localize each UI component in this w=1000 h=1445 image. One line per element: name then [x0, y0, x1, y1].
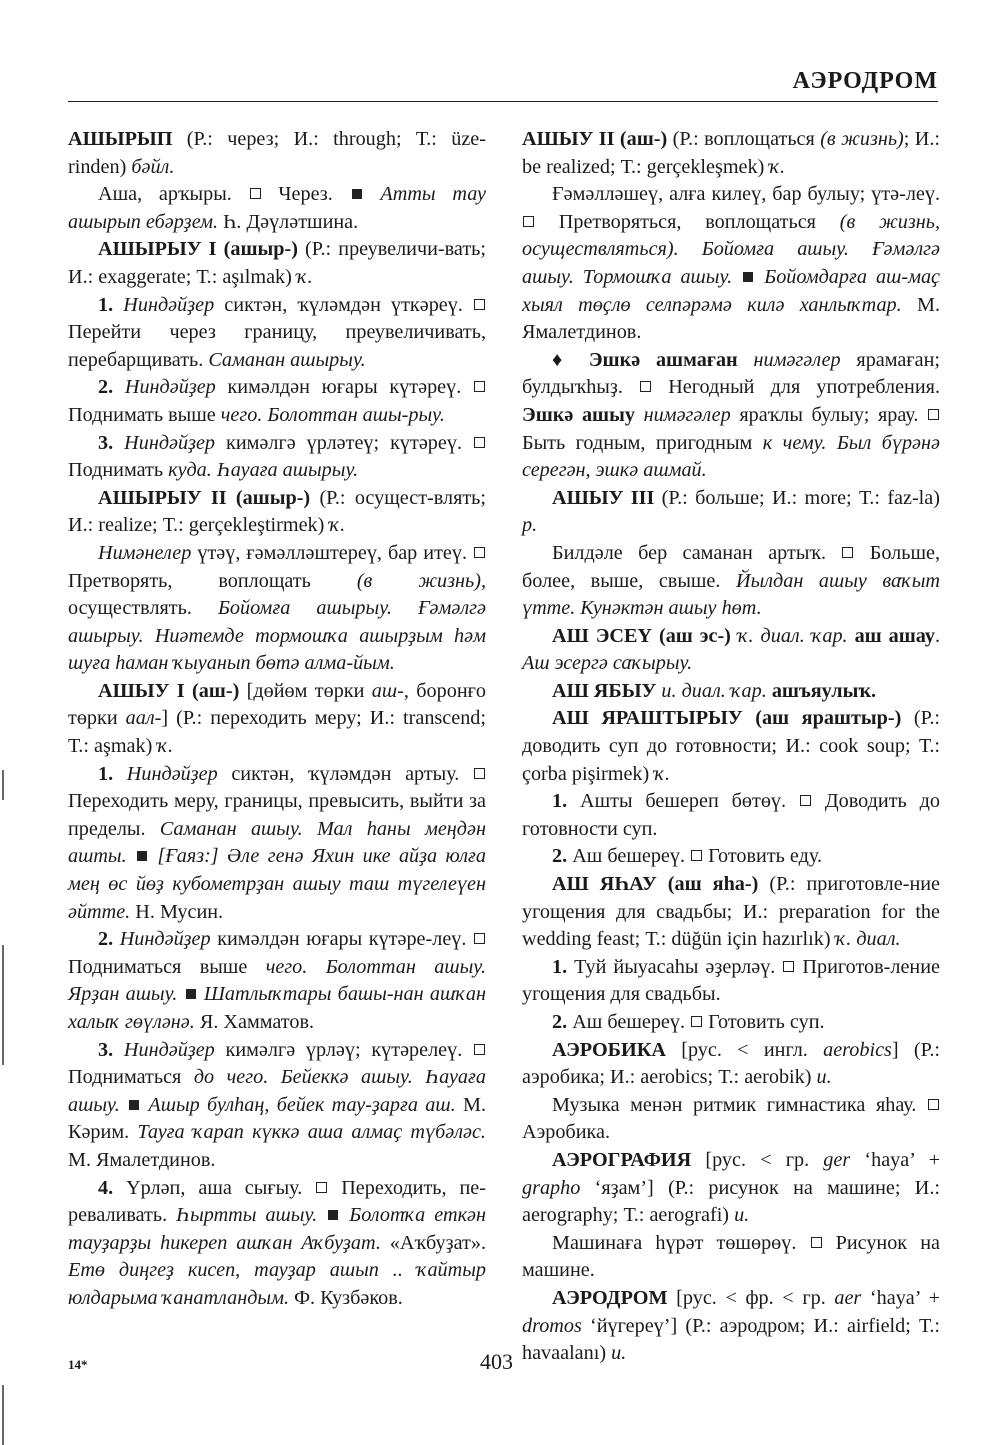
translation-square-icon — [474, 768, 485, 779]
dictionary-paragraph: 3. Ниндәйҙер кимәлгә үрләү; күтәрелеү. Подниматься до чего. Бейеккә ашыу. Һауаға ашыу. Ашыр булһаң, бейек тау-ҙарға аш. М. Кәрим. Тауға ҡарап күккә аша алмаҫ түбәләс. М. Ямалетдинов. — [68, 1038, 486, 1171]
translation-square-icon — [316, 1182, 327, 1193]
dictionary-paragraph: 1. Ниндәйҙер сиктән, ҡүләмдән артыу. Переходить меру, границы, превысить, выйти за пределы. Саманан ашыу. Мал һаны меңдән ашты. [Ғаяз:] Әле генә Яхин ике айҙа юлға мең өс йөҙ кубометрҙан ашыу таш түгелеүен әйтте. Н. Мусин. — [68, 762, 486, 923]
running-head: АЭРОДРОМ — [792, 68, 938, 94]
dictionary-paragraph: Билдәле бер саманан артыҡ. Больше, более, выше, свыше. Йылдан ашыу ваҡыт үтте. Кунәктән ашыу һөт. — [522, 541, 940, 620]
dictionary-paragraph: 2. Аш бешереү. Готовить суп. — [552, 1011, 825, 1033]
dictionary-paragraph: 1. Ашты бешереп бөтөү. Доводить до готовности суп. — [522, 790, 940, 840]
translation-square-icon — [691, 1016, 702, 1027]
dictionary-paragraph: 2. Аш бешереү. Готовить еду. — [552, 845, 822, 868]
translation-square-icon — [523, 216, 534, 227]
dictionary-paragraph: Машинаға һүрәт төшөрөү. Рисунок на машине. — [522, 1231, 940, 1282]
translation-square-icon — [811, 1237, 822, 1248]
dictionary-paragraph: АШ ЭСЕҮ (аш эс-) ҡ. диал. ҡар. аш ашау. Аш эсергә саҡырыу. — [522, 624, 940, 675]
translation-square-icon — [250, 188, 261, 199]
printer-signature: 14* — [68, 1357, 88, 1372]
translation-square-icon — [842, 547, 853, 558]
dictionary-paragraph: Нимәнелер үтәү, ғәмәлләштереү, бар итеү. Претворять, воплощать (в жизнь), осуществлять. Бойомға ашырыу. Ғәмәлгә ашырыу. Ниәтемде тормошҡа ашырҙым һәм шуға һаман ҡыуанып бөтә алма-йым. — [68, 541, 486, 675]
dictionary-paragraph: АШЫУ II (аш-) (Р.: воплощаться (в жизнь); И.: be realized; Т.: gerçekleşmek) ҡ. — [522, 128, 941, 178]
example-square-icon — [137, 851, 147, 861]
dictionary-paragraph: 2. Ниндәйҙер кимәлдән юғары күтәре-леү. Подниматься выше чего. Болоттан ашыу. Ярҙан ашыу. Шатлыҡтары башы-нан ашҡан халыҡ гөүләнә. Я. Хамматов. — [68, 928, 487, 1033]
dictionary-paragraph: АЭРОБИКА [рус. < ингл. aerobics] (Р.: аэробика; И.: aerobics; Т.: aerobik) и. — [522, 1038, 940, 1089]
example-square-icon — [186, 989, 196, 999]
translation-square-icon — [474, 437, 485, 448]
translation-square-icon — [928, 409, 939, 420]
dictionary-paragraph: 1. Ниндәйҙер сиктән, ҡүләмдән үткәреү. Перейти через границу, преувеличивать, перебарщивать. Саманан ашырыу. — [68, 293, 486, 371]
translation-square-icon — [783, 961, 794, 972]
translation-square-icon — [474, 933, 485, 944]
translation-square-icon — [691, 850, 702, 861]
dictionary-paragraph: Ғәмәлләшеү, алға килеү, бар булыу; үтә-леү. Претворяться, воплощаться (в жизнь, осуществляться). Бойомға ашыу. Ғәмәлгә ашыу. Тормошҡа ашыу. Бойомдарға аш-маҫ хыял төҫлө селпәрәмә килә ханлыҡтар. М. Ямалетдинов. — [522, 183, 941, 344]
translation-square-icon — [474, 299, 485, 310]
dictionary-paragraph: 2. Ниндәйҙер кимәлдән юғары күтәреү. Поднимать выше чего. Болоттан ашы-рыу. — [68, 374, 486, 429]
dictionary-paragraph: 4. Үрләп, аша сығыу. Переходить, пе-реваливать. Һыртты ашыу. Болотҡа еткән тауҙарҙы һикереп ашҡан Аҡбуҙат. «Аҡбуҙат». Етө диңгеҙ кисеп, тауҙар ашып .. ҡайтыр юлдарыма ҡанатландым. Ф. Кузбәков. — [68, 1176, 486, 1309]
dictionary-paragraph: АШ ЯРАШТЫРЫУ (аш яраштыр-) (Р.: доводить суп до готовности; И.: cook soup; Т.: çorba pişirmek) ҡ. — [522, 707, 940, 785]
translation-square-icon — [640, 381, 651, 392]
dictionary-paragraph: 3. Ниндәйҙер кимәлгә үрләтеү; күтәреү. Поднимать куда. Һауаға ашырыу. — [68, 430, 486, 485]
translation-square-icon — [800, 795, 811, 806]
example-square-icon — [129, 1100, 139, 1110]
translation-square-icon — [474, 547, 485, 558]
dictionary-paragraph: 1. Туй йыуасаһы әҙерләү. Приготов-ление угощения для свадьбы. — [522, 955, 940, 1006]
dictionary-paragraph: АШЫРЫП (Р.: через; И.: through; Т.: üze-rinden) бәйл. — [68, 128, 486, 178]
dictionary-paragraph: АЭРОГРАФИЯ [рус. < гр. ger ‘haya’ + grapho ‘яҙам’] (Р.: рисунок на машине; И.: aerography; Т.: aerografi) и. — [522, 1148, 940, 1227]
scan-edge-mark — [2, 945, 4, 1065]
translation-square-icon — [928, 1099, 939, 1110]
example-square-icon — [352, 189, 362, 199]
dictionary-paragraph: АШЫУ III (Р.: больше; И.: more; Т.: faz-la) р. — [522, 486, 940, 537]
dictionary-paragraph: ♦ Эшкә ашмаған нимәгәлер ярамаған; булдыҡһыҙ. Негодный для употребления. Эшкә ашыу нимәгәлер яраҡлы булыу; ярау. Быть годным, пригодным к чему. Был бүрәнә серегән, эшкә ашмай. — [522, 348, 941, 482]
left-column — [68, 126, 486, 1313]
dictionary-paragraph: АШ ЯҺАУ (аш яһа-) (Р.: приготовле-ние угощения для свадьбы; И.: preparation for the wedding feast; Т.: düğün için hazırlık) ҡ. диал. — [522, 873, 941, 951]
dictionary-paragraph: АШ ЯБЫУ и. диал. ҡар. ашъяулыҡ. — [552, 679, 877, 702]
dictionary-paragraph: АШЫРЫУ II (ашыр-) (Р.: осущест-влять; И.: realize; Т.: gerçekleştirmek) ҡ. — [68, 486, 486, 537]
translation-square-icon — [474, 1044, 485, 1055]
dictionary-paragraph: АШЫУ I (аш-) [дөйөм төрки аш-, боронғо төрки аал-] (Р.: переходить меру; И.: transcend; Т.: aşmak) ҡ. — [68, 679, 487, 758]
page-number: 403 — [480, 1349, 513, 1374]
scan-edge-mark — [2, 1385, 4, 1445]
dictionary-paragraph: Аша, арҡыры. Через. Атты тау ашырып ебәрҙем. Һ. Дәүләтшина. — [68, 183, 486, 233]
header-rule — [68, 101, 938, 102]
dictionary-paragraph: АЭРОДРОМ [рус. < фр. < гр. aer ‘haya’ + dromos ‘йүгереү’] (Р.: аэродром; И.: airfield; Т.: havaalanı) и. — [522, 1286, 940, 1365]
right-column — [522, 126, 940, 1368]
scan-edge-mark — [2, 770, 4, 800]
dictionary-paragraph: Музыка менән ритмик гимнастика яһау. Аэробика. — [522, 1092, 940, 1147]
example-square-icon — [328, 1210, 338, 1220]
example-square-icon — [743, 272, 753, 282]
dictionary-paragraph: АШЫРЫУ I (ашыр-) (Р.: преувеличи-вать; И.: exaggerate; Т.: aşılmak) ҡ. — [68, 238, 486, 288]
translation-square-icon — [474, 381, 485, 392]
